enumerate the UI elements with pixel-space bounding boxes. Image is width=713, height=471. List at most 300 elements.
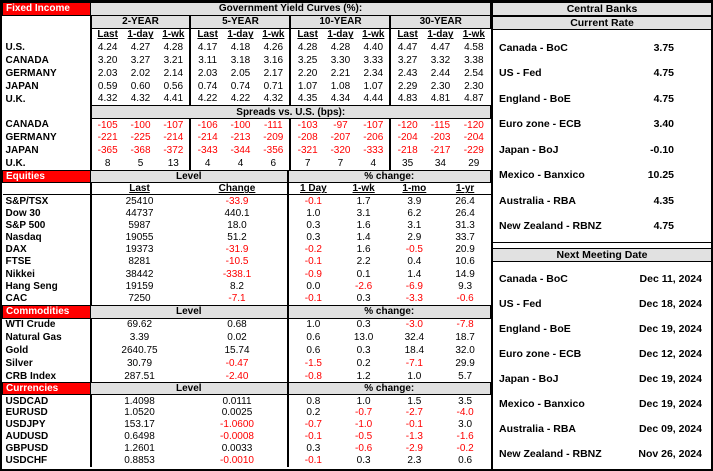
column-header: 1-wk <box>357 28 390 41</box>
central-bank-row <box>493 423 711 435</box>
value-cell: 2.02 <box>130 67 151 79</box>
table-row <box>3 280 491 292</box>
value-cell: -365 <box>97 145 118 157</box>
tenor-header-row <box>3 15 491 28</box>
spread-rows <box>3 119 491 171</box>
value-cell: 287.51 <box>124 370 155 382</box>
bank-label: Japan - BoJ <box>499 143 559 156</box>
section-header-row <box>3 171 491 183</box>
value-cell: 0.4 <box>407 256 422 268</box>
value-cell: 0.6498 <box>124 431 155 443</box>
value-cell: 0.3 <box>306 219 321 231</box>
table-row <box>3 344 491 357</box>
value-cell: 4.83 <box>397 93 418 105</box>
table-row <box>3 93 491 106</box>
value-cell: -0.2 <box>456 443 474 455</box>
value-cell: -4.0 <box>456 407 474 419</box>
bank-value: Nov 26, 2024 <box>638 447 702 460</box>
bank-label: Australia - RBA <box>499 422 577 435</box>
value-cell: 1.5 <box>407 395 422 407</box>
yield-curves-title: Government Yield Curves (%): <box>91 3 491 16</box>
tenor-header: 10-YEAR <box>290 15 390 28</box>
value-cell: 4.81 <box>430 93 451 105</box>
central-bank-row <box>493 398 711 410</box>
value-cell: -344 <box>230 145 251 157</box>
value-cell: -207 <box>330 132 351 144</box>
value-cell: 153.17 <box>124 419 155 431</box>
value-cell: -372 <box>157 144 190 157</box>
bank-label: Mexico - Banxico <box>499 169 585 182</box>
value-cell: -221 <box>97 132 118 144</box>
value-cell: -320 <box>330 145 351 157</box>
tenor-header: 2-YEAR <box>91 15 191 28</box>
section-header-row <box>3 3 491 16</box>
row-label: U.K. <box>3 93 91 106</box>
table-row <box>3 292 491 304</box>
value-cell: -100 <box>230 119 251 131</box>
value-cell: -0.47 <box>188 357 288 370</box>
value-cell: 3.1 <box>407 219 422 231</box>
value-cell: 32.4 <box>404 331 425 343</box>
central-bank-row <box>493 144 711 156</box>
value-cell: 4.44 <box>357 93 390 106</box>
bank-label: New Zealand - RBNZ <box>499 220 602 233</box>
column-header: 1-wk <box>462 29 485 41</box>
row-label: Silver <box>3 357 91 370</box>
central-banks-panel <box>491 2 711 469</box>
column-header: 1-yr <box>440 183 491 195</box>
row-label: Nasdaq <box>3 232 91 244</box>
value-cell: 4.24 <box>97 42 118 54</box>
next-meeting-list <box>493 262 711 469</box>
row-label: U.S. <box>3 41 91 54</box>
value-cell: 3.0 <box>458 419 473 431</box>
value-cell: 2.17 <box>257 67 290 80</box>
row-label: CANADA <box>3 119 91 132</box>
level-header: Level <box>91 171 288 183</box>
table-row <box>3 455 491 467</box>
value-cell: -214 <box>197 132 218 144</box>
equities-rows <box>3 195 491 305</box>
bank-label: Euro zone - ECB <box>499 348 582 361</box>
column-header: Last <box>197 29 218 41</box>
value-cell: 3.39 <box>129 331 150 343</box>
value-cell: -0.5 <box>405 244 423 256</box>
row-label: USDCAD <box>3 395 91 407</box>
value-cell: -120 <box>463 119 484 131</box>
bank-label: US - Fed <box>499 298 542 311</box>
value-cell: 2.54 <box>464 67 484 79</box>
value-cell: 1.0 <box>356 395 371 407</box>
value-cell: -333 <box>357 144 390 157</box>
central-bank-row <box>493 118 711 130</box>
value-cell: -0.7 <box>355 407 373 419</box>
value-cell: -209 <box>257 131 290 144</box>
value-cell: 2.43 <box>397 67 418 79</box>
tenor-header: 5-YEAR <box>190 15 290 28</box>
value-cell: 7250 <box>128 293 151 305</box>
currencies-header <box>3 383 491 395</box>
value-cell: 7 <box>304 158 311 170</box>
value-cell: 3.5 <box>458 395 473 407</box>
value-cell: -97 <box>333 119 348 131</box>
fixed-income-header <box>3 3 491 42</box>
value-cell: -204 <box>397 132 418 144</box>
fixed-income-table <box>2 2 491 170</box>
value-cell: 19159 <box>125 280 154 292</box>
row-label: USDJPY <box>3 419 91 431</box>
value-cell: 3.30 <box>330 55 351 66</box>
table-row <box>3 219 491 231</box>
level-header: Level <box>91 383 288 395</box>
row-label: CANADA <box>3 54 91 67</box>
value-cell: -206 <box>357 131 390 144</box>
column-header: Last <box>97 29 118 41</box>
value-cell: -0.1 <box>405 419 423 431</box>
equities-subheader-row <box>3 183 491 195</box>
value-cell: 4.47 <box>430 42 451 54</box>
value-cell: -204 <box>463 132 484 144</box>
table-row <box>3 144 491 157</box>
value-cell: 4 <box>357 157 390 170</box>
value-cell: -0.2 <box>304 244 322 256</box>
value-cell: 4.28 <box>297 42 318 54</box>
bank-label: Mexico - Banxico <box>499 397 585 410</box>
value-cell: 4.32 <box>257 93 290 106</box>
value-cell: -7.1 <box>405 357 423 369</box>
table-row <box>3 370 491 383</box>
table-row <box>3 268 491 280</box>
value-cell: 2.14 <box>157 67 190 80</box>
value-cell: -0.1 <box>304 431 322 443</box>
value-cell: 1.07 <box>357 80 390 93</box>
value-cell: 0.2 <box>306 407 321 419</box>
value-cell: 0.3 <box>356 319 371 331</box>
table-row <box>3 54 491 67</box>
value-cell: 4.40 <box>357 41 390 54</box>
table-row <box>3 195 491 207</box>
column-header: 1-day <box>427 29 454 41</box>
value-cell: 6.2 <box>407 207 422 219</box>
value-cell: 7 <box>337 158 344 170</box>
value-cell: -2.6 <box>355 280 373 292</box>
value-cell: -2.7 <box>405 407 423 419</box>
value-cell: 15.74 <box>188 344 288 357</box>
value-cell: -0.5 <box>355 431 373 443</box>
value-cell: 3.20 <box>97 55 118 66</box>
central-bank-row <box>493 195 711 207</box>
table-row <box>3 67 491 80</box>
table-row <box>3 318 491 331</box>
bank-value: Dec 19, 2024 <box>638 397 702 410</box>
row-label: GBPUSD <box>3 443 91 455</box>
value-cell: 4.28 <box>330 42 351 54</box>
central-bank-row <box>493 220 711 232</box>
value-cell: -0.9 <box>304 268 322 280</box>
value-cell: 2.05 <box>230 67 251 79</box>
section-header-row <box>3 383 491 395</box>
value-cell: 8 <box>104 158 111 170</box>
value-cell: 8.2 <box>188 280 288 292</box>
value-cell: 1.0 <box>306 319 321 331</box>
current-rate-header: Current Rate <box>493 16 711 30</box>
bank-value: 4.75 <box>653 92 674 105</box>
value-cell: 5.7 <box>458 370 473 382</box>
bank-label: Japan - BoJ <box>499 372 559 385</box>
section-label-equities: Equities <box>3 171 91 183</box>
table-row <box>3 207 491 219</box>
row-label: Dow 30 <box>3 207 91 219</box>
value-cell: -100 <box>130 119 151 131</box>
section-label-fixed-income: Fixed Income <box>3 3 91 16</box>
value-cell: -1.5 <box>304 357 322 369</box>
table-row <box>3 256 491 268</box>
value-cell: 0.74 <box>230 80 251 92</box>
value-cell: -111 <box>257 119 290 132</box>
value-cell: 0.0111 <box>188 395 288 407</box>
value-cell: 5987 <box>128 219 151 231</box>
value-cell: 2.29 <box>397 80 418 92</box>
row-label: Nikkei <box>3 268 91 280</box>
value-cell: -0.1 <box>304 256 322 268</box>
value-cell: 0.8 <box>306 395 321 407</box>
value-cell: -1.3 <box>405 431 423 443</box>
value-cell: -33.9 <box>188 195 288 207</box>
value-cell: 18.4 <box>404 344 425 356</box>
row-label: Hang Seng <box>3 280 91 292</box>
value-cell: 13.0 <box>353 331 374 343</box>
value-cell: 5 <box>137 158 144 170</box>
value-cell: 1.6 <box>356 219 371 231</box>
value-cell: 4.41 <box>157 93 190 106</box>
value-cell: 4.32 <box>97 93 118 105</box>
value-cell: 26.4 <box>455 195 475 207</box>
value-cell: 38442 <box>125 268 154 280</box>
next-meeting-header: Next Meeting Date <box>493 248 711 262</box>
current-rate-list <box>493 30 711 243</box>
value-cell: 3.25 <box>297 55 318 66</box>
section-label-commodities: Commodities <box>3 305 91 318</box>
bank-value: Dec 19, 2024 <box>638 323 702 336</box>
bank-label: Euro zone - ECB <box>499 118 582 131</box>
bank-value: Dec 09, 2024 <box>638 422 702 435</box>
spreads-title: Spreads vs. U.S. (bps): <box>91 106 491 119</box>
row-label: CRB Index <box>3 370 91 383</box>
value-cell: -7.8 <box>456 319 474 331</box>
value-cell: -0.1 <box>304 195 322 207</box>
value-cell: 4.28 <box>157 41 190 54</box>
value-cell: -7.1 <box>188 292 288 304</box>
row-label: WTI Crude <box>3 318 91 331</box>
value-cell: 0.56 <box>157 80 190 93</box>
bank-value: 10.25 <box>647 169 674 182</box>
row-label: JAPAN <box>3 80 91 93</box>
table-row <box>3 244 491 256</box>
value-cell: 0.60 <box>130 80 151 92</box>
value-cell: 0.02 <box>188 331 288 344</box>
value-cell: 1.4 <box>356 232 371 244</box>
spacer-cell <box>3 15 91 28</box>
value-cell: 0.6 <box>458 455 473 467</box>
central-banks-title: Central Banks <box>493 2 711 16</box>
value-cell: -3.0 <box>405 319 423 331</box>
row-label: EURUSD <box>3 407 91 419</box>
table-row <box>3 443 491 455</box>
table-row <box>3 119 491 132</box>
value-cell: 4.87 <box>464 93 484 105</box>
section-label-currencies: Currencies <box>3 383 91 395</box>
value-cell: -321 <box>297 145 318 157</box>
value-cell: 3.38 <box>464 55 484 66</box>
value-cell: -368 <box>130 145 151 157</box>
value-cell: 29.9 <box>455 357 475 369</box>
value-cell: -0.8 <box>304 370 322 382</box>
value-cell: 1.6 <box>356 244 371 256</box>
value-cell: 0.59 <box>97 80 118 92</box>
value-cell: 3.21 <box>157 54 190 67</box>
bank-value: 3.75 <box>653 41 674 54</box>
value-cell: 14.9 <box>455 268 475 280</box>
value-cell: 3.27 <box>130 55 151 66</box>
value-cell: 0.3 <box>356 293 371 305</box>
value-cell: 4 <box>237 158 244 170</box>
spacer-cell <box>3 106 91 119</box>
bank-value: 4.75 <box>653 67 674 80</box>
spreads-header <box>3 106 491 119</box>
value-cell: 4.32 <box>130 93 151 105</box>
value-cell: 4.22 <box>197 93 218 105</box>
value-cell: 4.18 <box>230 42 251 54</box>
value-cell: 4.34 <box>330 93 351 105</box>
value-cell: 20.9 <box>455 244 475 256</box>
value-cell: -343 <box>197 145 218 157</box>
value-cell: 2.20 <box>297 67 318 79</box>
bank-value: Dec 18, 2024 <box>638 298 702 311</box>
value-cell: 4.17 <box>197 42 218 54</box>
value-cell: 440.1 <box>188 207 288 219</box>
value-cell: 1.0 <box>407 370 422 382</box>
table-row <box>3 331 491 344</box>
value-cell: 0.6 <box>306 344 321 356</box>
currencies-rows <box>3 395 491 467</box>
value-cell: -0.1 <box>304 293 322 305</box>
value-cell: -0.7 <box>304 419 322 431</box>
value-cell: 44737 <box>125 207 154 219</box>
value-cell: -214 <box>157 131 190 144</box>
value-cell: -338.1 <box>188 268 288 280</box>
value-cell: -1.6 <box>456 431 474 443</box>
value-cell: 3.1 <box>356 207 371 219</box>
value-cell: 31.3 <box>455 219 475 231</box>
column-header: 1 Day <box>288 183 339 195</box>
column-header: Last <box>91 183 188 195</box>
table-row <box>3 419 491 431</box>
value-cell: 3.9 <box>407 195 422 207</box>
central-bank-row <box>493 298 711 310</box>
column-header: 1-day <box>327 29 354 41</box>
central-bank-row <box>493 273 711 285</box>
value-cell: 1.4098 <box>124 395 155 407</box>
value-cell: 0.3 <box>306 443 321 455</box>
value-cell: 1.07 <box>297 80 318 92</box>
value-cell: -225 <box>130 132 151 144</box>
central-bank-row <box>493 42 711 54</box>
value-cell: -2.9 <box>405 443 423 455</box>
bank-label: Canada - BoC <box>499 273 568 286</box>
value-cell: 3.16 <box>257 54 290 67</box>
value-cell: 2.2 <box>356 256 371 268</box>
value-cell: 34 <box>434 158 446 170</box>
value-cell: 1.08 <box>330 80 351 92</box>
value-cell: -218 <box>397 145 418 157</box>
bank-label: US - Fed <box>499 67 542 80</box>
value-cell: 2.30 <box>430 80 451 92</box>
value-cell: 25410 <box>125 195 154 207</box>
row-label: U.K. <box>3 157 91 170</box>
value-cell: 2.21 <box>330 67 351 79</box>
value-cell: 1.0 <box>306 207 321 219</box>
bank-value: Dec 12, 2024 <box>638 348 702 361</box>
value-cell: 2.9 <box>407 232 422 244</box>
value-cell: 1.2601 <box>124 443 155 455</box>
value-cell: -6.9 <box>405 280 423 292</box>
value-cell: -217 <box>430 145 451 157</box>
bank-label: England - BoE <box>499 92 571 105</box>
pct-change-header: % change: <box>288 171 491 183</box>
value-cell: -103 <box>297 119 318 131</box>
central-bank-row <box>493 93 711 105</box>
yield-subheader-row <box>3 28 491 41</box>
column-header: Change <box>188 183 288 195</box>
value-cell: 1.7 <box>356 195 371 207</box>
value-cell: 1.4 <box>407 268 422 280</box>
commodities-rows <box>3 318 491 382</box>
value-cell: 1.0520 <box>124 407 155 419</box>
value-cell: 19055 <box>125 232 154 244</box>
value-cell: 4 <box>204 158 211 170</box>
value-cell: 3.32 <box>430 55 451 66</box>
value-cell: 0.8853 <box>124 455 155 467</box>
equities-table <box>2 170 491 305</box>
table-row <box>3 131 491 144</box>
bank-label: Canada - BoC <box>499 41 568 54</box>
value-cell: -115 <box>430 119 451 131</box>
spacer-cell <box>3 28 91 41</box>
yield-rows <box>3 41 491 105</box>
value-cell: -0.6 <box>355 443 373 455</box>
value-cell: 2.03 <box>197 67 218 79</box>
central-bank-row <box>493 67 711 79</box>
table-row <box>3 407 491 419</box>
value-cell: -213 <box>230 132 251 144</box>
value-cell: -356 <box>257 144 290 157</box>
column-header: Last <box>297 29 318 41</box>
value-cell: 32.0 <box>455 344 475 356</box>
value-cell: 51.2 <box>188 232 288 244</box>
row-label: CAC <box>3 292 91 304</box>
value-cell: 4.22 <box>230 93 251 105</box>
value-cell: 3.18 <box>230 55 251 66</box>
row-label: GERMANY <box>3 67 91 80</box>
value-cell: 4.27 <box>130 42 151 54</box>
row-label: AUDUSD <box>3 431 91 443</box>
bank-value: Dec 11, 2024 <box>639 273 702 286</box>
table-row <box>3 431 491 443</box>
markets-panel <box>2 2 491 469</box>
bank-label: England - BoE <box>499 323 571 336</box>
value-cell: 26.4 <box>455 207 475 219</box>
table-row <box>3 232 491 244</box>
